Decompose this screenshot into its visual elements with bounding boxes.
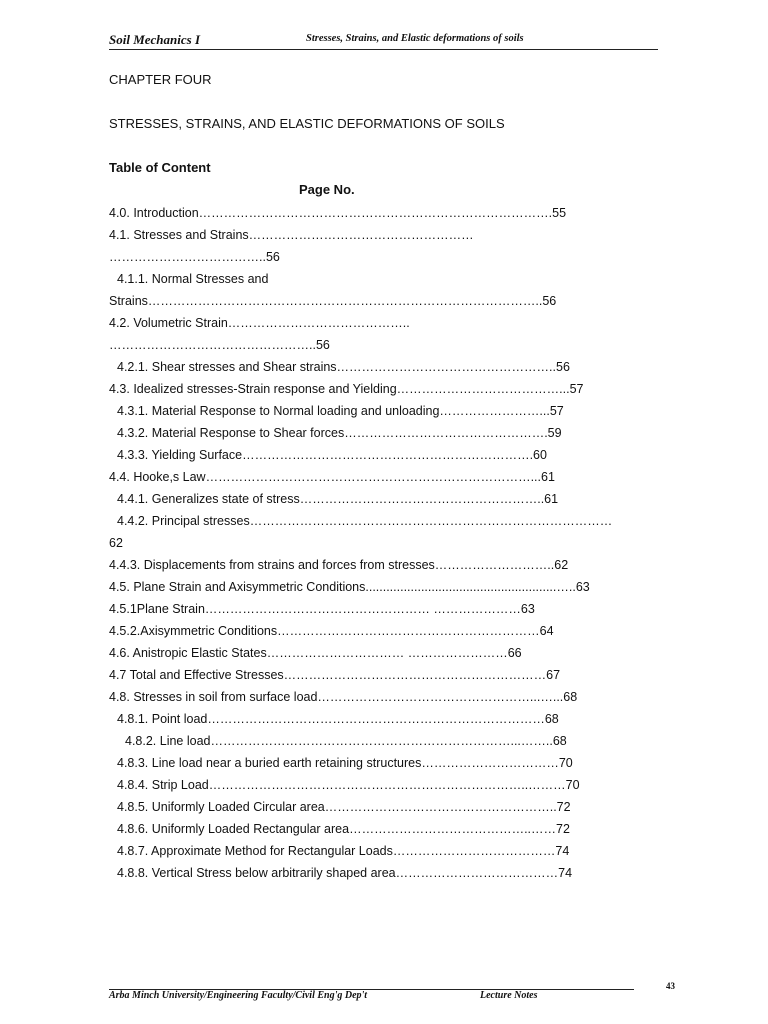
footer-doc-type: Lecture Notes <box>480 990 538 1001</box>
toc-entry: …………………………………………..56 <box>109 338 330 352</box>
toc-entry: 4.4. Hooke,s Law……………………………………………………………………...61 <box>109 470 555 484</box>
toc-entry: 4.5. Plane Strain and Axisymmetric Conditions.......................................................…..63 <box>109 580 590 594</box>
toc-entry: 4.8.8. Vertical Stress below arbitrarily shaped area…………………………………74 <box>117 866 573 880</box>
toc-entry: 4.2. Volumetric Strain…………………………………….. <box>109 316 410 330</box>
toc-entry: 62 <box>109 536 123 550</box>
footer-institution: Arba Minch University/Engineering Faculty/Civil Eng'g Dep't <box>109 990 368 1001</box>
toc-entry: 4.8.3. Line load near a buried earth retaining structures……………………………70 <box>117 756 573 770</box>
page-no-label: Page No. <box>299 182 355 197</box>
toc-entry: 4.3.2. Material Response to Shear forces………………………………………….59 <box>117 426 562 440</box>
toc-entry: 4.8.6. Uniformly Loaded Rectangular area……………………………………..……72 <box>117 822 570 836</box>
toc-entry: 4.8.2. Line load………………………………………………………………...……..68 <box>125 734 567 748</box>
toc-entry: 4.8. Stresses in soil from surface load……………………………………………...…...68 <box>109 690 578 704</box>
toc-entry: 4.0. Introduction………………………………………………………………………….55 <box>109 206 567 220</box>
toc-entry: 4.4.1. Generalizes state of stress…………………………………………………..61 <box>117 492 559 506</box>
toc-entry: 4.5.1Plane Strain……………………………………………… …………………63 <box>109 602 535 616</box>
toc-entry: 4.5.2.Axisymmetric Conditions………………………………………………………64 <box>109 624 554 638</box>
chapter-label: CHAPTER FOUR <box>109 72 212 87</box>
header-course: Soil Mechanics I <box>109 32 201 47</box>
toc-entry: 4.7 Total and Effective Stresses………………………………………………………67 <box>109 668 561 682</box>
toc-entry: 4.1. Stresses and Strains……………………………………………… <box>109 228 474 242</box>
toc-entry: 4.6. Anistropic Elastic States…………………………… ……………………66 <box>109 646 522 660</box>
toc-entry: 4.8.4. Strip Load…………………………………………………………………..………70 <box>117 778 580 792</box>
toc-entry: 4.1.1. Normal Stresses and <box>117 272 269 286</box>
toc-entry: ………………………………..56 <box>109 250 280 264</box>
chapter-subject: STRESSES, STRAINS, AND ELASTIC DEFORMATIONS OF SOILS <box>109 116 505 131</box>
toc-entry: Strains…………………………………………………………………………………..56 <box>109 294 557 308</box>
toc-entry: 4.3.1. Material Response to Normal loading and unloading……………………...57 <box>117 404 564 418</box>
page-number: 43 <box>666 981 675 991</box>
toc-entry: 4.4.2. Principal stresses…………………………………………………………………………… <box>117 514 613 528</box>
toc-entry: 4.3. Idealized stresses-Strain response and Yielding…………………………………...57 <box>109 382 584 396</box>
toc-entry: 4.2.1. Shear stresses and Shear strains……………………………………………..56 <box>117 360 570 374</box>
header-chapter-title: Stresses, Strains, and Elastic deformations of soils <box>306 33 524 44</box>
toc-entry: 4.8.5. Uniformly Loaded Circular area………………………………………………..72 <box>117 800 571 814</box>
toc-entry: 4.4.3. Displacements from strains and forces from stresses………………………..62 <box>109 558 569 572</box>
page-header <box>109 32 658 50</box>
toc-title: Table of Content <box>109 160 211 175</box>
table-of-contents <box>109 204 664 886</box>
toc-entry: 4.3.3. Yielding Surface…………………………………………………………….60 <box>117 448 547 462</box>
toc-entry: 4.8.7. Approximate Method for Rectangular Loads…………………………………74 <box>117 844 570 858</box>
toc-entry: 4.8.1. Point load………………………………………………………………………68 <box>117 712 559 726</box>
